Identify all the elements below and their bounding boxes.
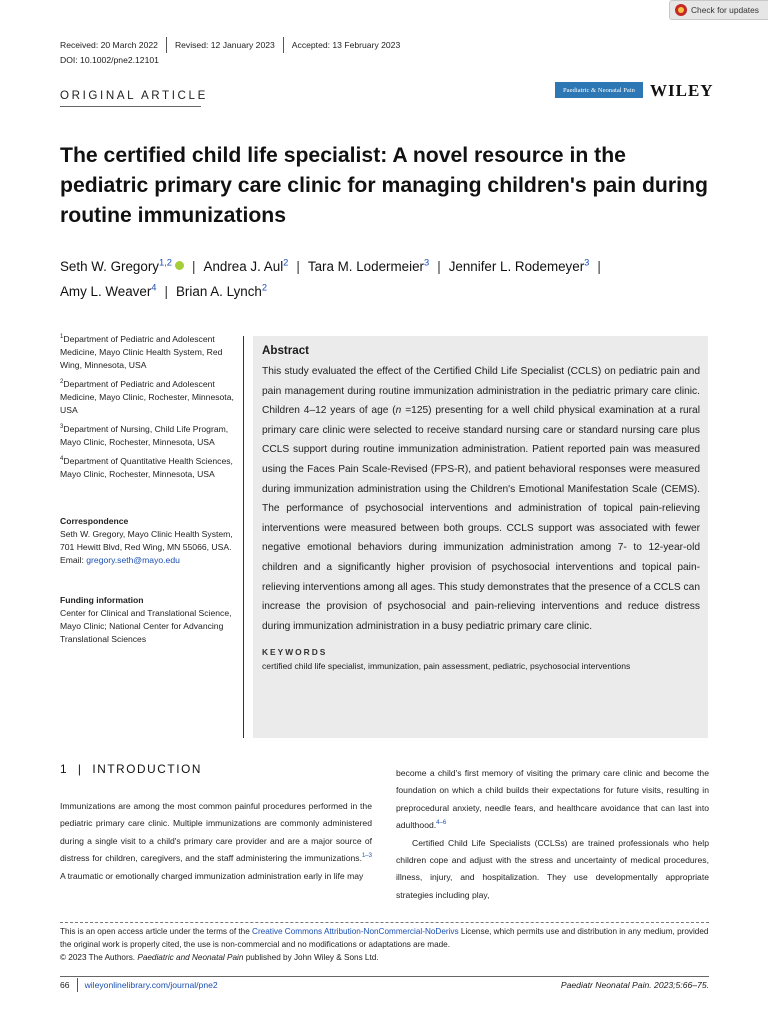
check-for-updates-button[interactable] — [669, 0, 768, 20]
citation-link[interactable]: 4–6 — [436, 820, 447, 827]
article-type-rule — [60, 106, 201, 107]
author[interactable]: Tara M. Lodermeier$^3$ — [307, 257, 430, 274]
section-heading: 1 | INTRODUCTION — [60, 762, 202, 776]
correspondence-label: Correspondence — [60, 516, 129, 526]
page-number: 66 — [60, 980, 70, 990]
keywords: certified child life specialist, immunization, pain assessment, pediatric, psychosocial interventions — [262, 661, 631, 672]
article-title: The certified child life specialist: A novel resource in the pediatric primary care clinic for managing children's pain during routine immunizations — [60, 144, 708, 227]
publisher-logo: WILEY — [650, 81, 714, 100]
affiliation: $^4$Department of Quantitative Health Sciences, Mayo Clinic, Rochester, Minnesota, USA — [60, 456, 233, 479]
journal-logo: Paediatric & Neonatal Pain — [555, 82, 643, 98]
affiliation: $^2$Department of Pediatric and Adolescent Medicine, Mayo Clinic, Rochester, Minnesota, USA — [60, 379, 234, 415]
author[interactable]: Jennifer L. Rodemeyer$^3$ — [448, 257, 590, 274]
author[interactable]: Andrea J. Aul$^2$ — [203, 257, 289, 274]
orcid-icon[interactable] — [175, 261, 184, 270]
abstract-divider — [243, 336, 244, 738]
license-text: This is an open access article under the terms of the Creative Commons Attribution-NonCommercial-NoDerivs License, which permits use and distribution in any medium, provided the original work is properly cited, the use is non-commercial and no modifications or adaptations are made. © 2023 The Authors. Paediatric and Neonatal Pain published by John Wiley & Sons Ltd. — [60, 927, 709, 962]
check-for-updates-label: Check for updates — [691, 5, 759, 15]
funding — [60, 594, 240, 646]
keywords-label: KEYWORDS — [262, 647, 328, 658]
license-divider — [60, 922, 709, 923]
body-column-left: Immunizations are among the most common painful procedures performed in the pediatric primary care clinic. Multiple immunizations are commonly administered during a single visit to a child's primary care provider and are a major source of distress for children, caregivers, and the staff administering the immunizations.$^{1-3}$ A traumatic or emotionally charged immunization administration early in life may — [60, 801, 372, 881]
date-divider — [166, 37, 167, 53]
affiliation: $^3$Department of Nursing, Child Life Program, Mayo Clinic, Rochester, Minnesota, USA — [60, 424, 229, 447]
doi: DOI: 10.1002/pne2.12101 — [60, 55, 159, 65]
citation-link[interactable]: 1–3 — [361, 853, 372, 860]
correspondence-email-line: Email: gregory.seth@mayo.edu — [60, 555, 180, 565]
article-type: ORIGINAL ARTICLE — [60, 89, 208, 102]
accepted-date: Accepted: 13 February 2023 — [291, 40, 401, 50]
journal-citation: Paediatr Neonatal Pain. 2023;5:66–75. — [560, 980, 709, 990]
license-link[interactable]: Creative Commons Attribution-NonCommercial-NoDerivs — [252, 927, 459, 936]
correspondence-address: Seth W. Gregory, Mayo Clinic Health System, 701 Hewitt Blvd, Red Wing, MN 55066, USA. — [60, 529, 233, 552]
funding-label: Funding information — [60, 595, 144, 605]
body-column-right — [396, 765, 709, 904]
update-icon — [675, 4, 687, 16]
article-dates — [60, 37, 400, 53]
correspondence — [60, 515, 240, 567]
affiliation: $^1$Department of Pediatric and Adolescent Medicine, Mayo Clinic Health System, Red Wing, Minnesota, USA — [60, 334, 223, 370]
footer-divider — [77, 978, 78, 992]
author-list: Seth W. Gregory$^{1,2}$ | Andrea J. Aul$^2$ | Tara M. Lodermeier$^3$ | Jennifer L. Rodemeyer$^3$ | Amy L. Weaver$^4$ | Brian A. Lynch$^2$ — [60, 257, 601, 299]
email-link[interactable]: gregory.seth@mayo.edu — [86, 555, 180, 565]
footer-rule — [60, 976, 709, 977]
page-footer — [60, 978, 709, 992]
date-divider — [283, 37, 284, 53]
journal-url-link[interactable]: wileyonlinelibrary.com/journal/pne2 — [84, 980, 218, 990]
received-date: Received: 20 March 2022 — [60, 40, 158, 50]
revised-date: Revised: 12 January 2023 — [174, 40, 275, 50]
author[interactable]: Seth W. Gregory$^{1,2}$ — [60, 257, 173, 274]
abstract-heading: Abstract — [262, 344, 310, 357]
abstract-text: This study evaluated the effect of the Certified Child Life Specialist (CCLS) on pediatric pain and pain management during routine immunization administration in the pediatric primary care clinic. Children 4–12 years of age (n =125) presenting for a well child physical examination at a rural primary care clinic were selected to receive standard nursing care or standard nursing care plus CCLS support during routine immunization administration. Patient reported pain was measured using the Faces Pain Scale-Revised (FPS-R), and patient behavioral responses were measured during immunization administration using the Children's Emotional Manifestation Scale (CEMS). The performance of psychosocial interventions and administration of topical pain-relieving interventions were measured between both groups. CCLS support was associated with fewer negative emotional behaviors during immunization administration among 7- to 12-year-old children and a significantly higher provision of psychosocial interventions and topical pain-relieving interventions among all ages. This study demonstrates that the presence of a CCLS can increase the provision of psychosocial and pain-relieving interventions and reduce distress during immunization administration in a busy pediatric primary care clinic. — [262, 366, 700, 632]
author[interactable]: Brian A. Lynch$^2$ — [176, 282, 268, 299]
funding-text: Center for Clinical and Translational Science, Mayo Clinic; National Center for Advancing Translational Sciences — [60, 608, 232, 644]
author[interactable]: Amy L. Weaver$^4$ — [60, 282, 157, 299]
abstract-box — [253, 336, 708, 738]
affiliations — [60, 333, 240, 487]
paragraph: Certified Child Life Specialists (CCLSs) are trained professionals who help children cope and adjust with the stress and uncertainty of medical procedures, illness, injury, and hospitalization. They use developmentally appropriate strategies including play, — [396, 837, 709, 900]
paragraph: become a child's first memory of visiting the primary care clinic and become the foundation on which a child builds their expectations for future visits, resulting in preprocedural anxiety, needle fears, and healthcare avoidance that can last into adulthood.$^{4-6}$ — [396, 768, 709, 831]
